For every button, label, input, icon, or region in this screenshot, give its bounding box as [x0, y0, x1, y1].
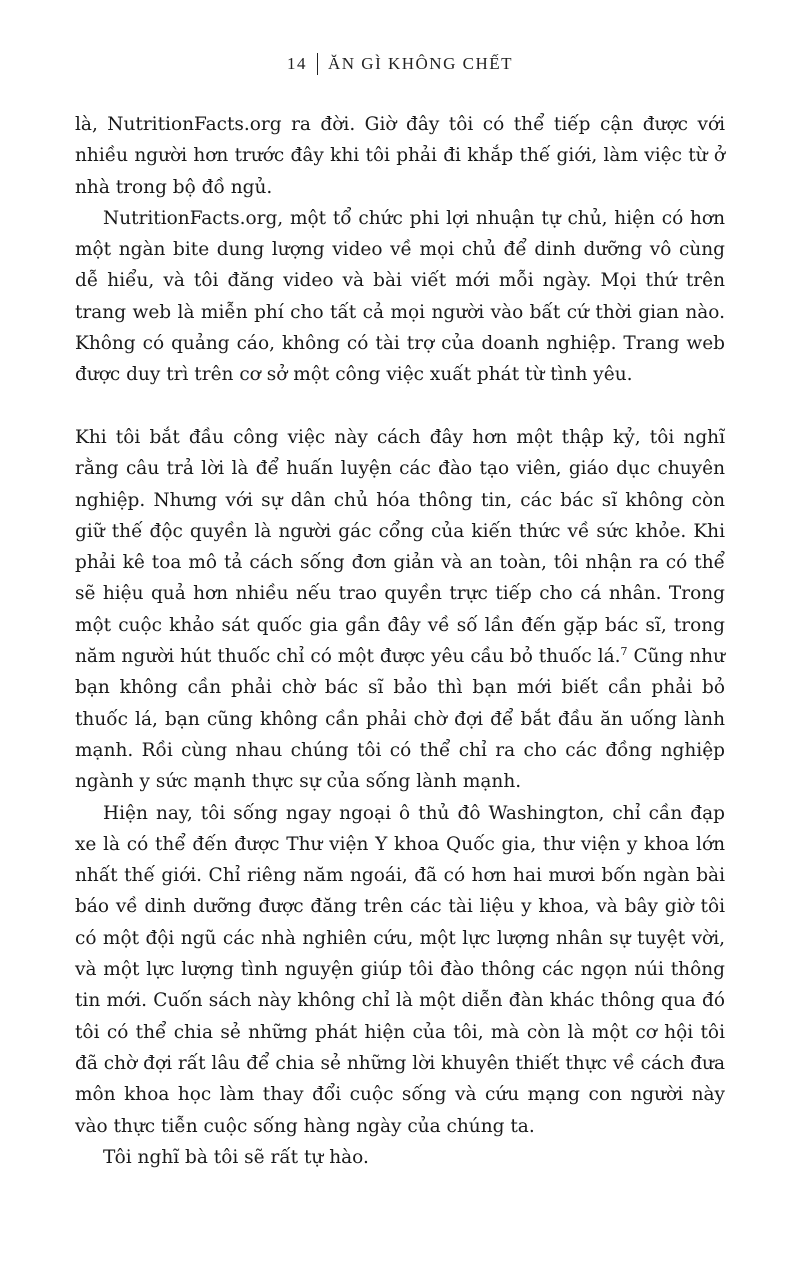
paragraph-3-part-1: Khi tôi bắt đầu công việc này cách đây hơn một thập kỷ, tôi nghĩ rằng câu trả lời là để huấn luyện các đào tạo viên, giáo dục chuyên nghiệp. Nhưng với sự dân chủ hóa thông tin, các bác sĩ không còn giữ thế độc quyền là người gác cổng của kiến thức về sức khỏe. Khi phải kê toa mô tả cách sống đơn giản và an toàn, tôi nhận ra có thể sẽ hiệu quả hơn nhiều nếu trao quyền trực tiếp cho cá nhân. Trong một cuộc khảo sát quốc gia gần đây về số lần đến gặp bác sĩ, trong năm người hút thuốc chỉ có một được yêu cầu bỏ thuốc lá.: [75, 427, 725, 668]
running-head: [0, 53, 800, 75]
paragraph-4: Hiện nay, tôi sống ngay ngoại ô thủ đô Washington, chỉ cần đạp xe là có thể đến được Thư viện Y khoa Quốc gia, thư viện y khoa lớn nhất thế giới. Chỉ riêng năm ngoái, đã có hơn hai mươi bốn ngàn bài báo về dinh dưỡng được đăng trên các tài liệu y khoa, và bây giờ tôi có một đội ngũ các nhà nghiên cứu, một lực lượng nhân sự tuyệt vời, và một lực lượng tình nguyện giúp tôi đào thông các ngọn núi thông tin mới. Cuốn sách này không chỉ là một diễn đàn khác thông qua đó tôi có thể chia sẻ những phát hiện của tôi, mà còn là một cơ hội tôi đã chờ đợi rất lâu để chia sẻ những lời khuyên thiết thực về cách đưa môn khoa học làm thay đổi cuộc sống và cứu mạng con người này vào thực tiễn cuộc sống hàng ngày của chúng ta.: [75, 802, 725, 1137]
book-title: ĂN GÌ KHÔNG CHẾT: [327, 54, 513, 73]
page-number: 14: [286, 54, 307, 73]
paragraph-1: là, NutritionFacts.org ra đời. Giờ đây tôi có thể tiếp cận được với nhiều người hơn trước đây khi tôi phải đi khắp thế giới, làm việc từ ở nhà trong bộ đồ ngủ.: [75, 114, 725, 198]
footnote-marker: 7: [620, 644, 628, 658]
paragraph-3: [75, 422, 725, 798]
paragraph-5: Tôi nghĩ bà tôi sẽ rất tự hào.: [103, 1146, 369, 1168]
header-separator: [317, 53, 318, 75]
paragraph-3-part-2: Cũng như bạn không cần phải chờ bác sĩ bảo thì bạn mới biết cần phải bỏ thuốc lá, bạn cũng không cần phải chờ đợi để bắt đầu ăn uống lành mạnh. Rồi cùng nhau chúng tôi có thể chỉ ra cho các đồng nghiệp ngành y sức mạnh thực sự của sống lành mạnh.: [75, 646, 725, 793]
text-block-top: [75, 109, 725, 391]
text-block-bottom: [75, 422, 725, 1173]
paragraph-2: NutritionFacts.org, một tổ chức phi lợi nhuận tự chủ, hiện có hơn một ngàn bite dung lượng video về mọi chủ để dinh dưỡng vô cùng dễ hiểu, và tôi đăng video và bài viết mới mỗi ngày. Mọi thứ trên trang web là miễn phí cho tất cả mọi người vào bất cứ thời gian nào. Không có quảng cáo, không có tài trợ của doanh nghiệp. Trang web được duy trì trên cơ sở một công việc xuất phát từ tình yêu.: [75, 207, 725, 386]
